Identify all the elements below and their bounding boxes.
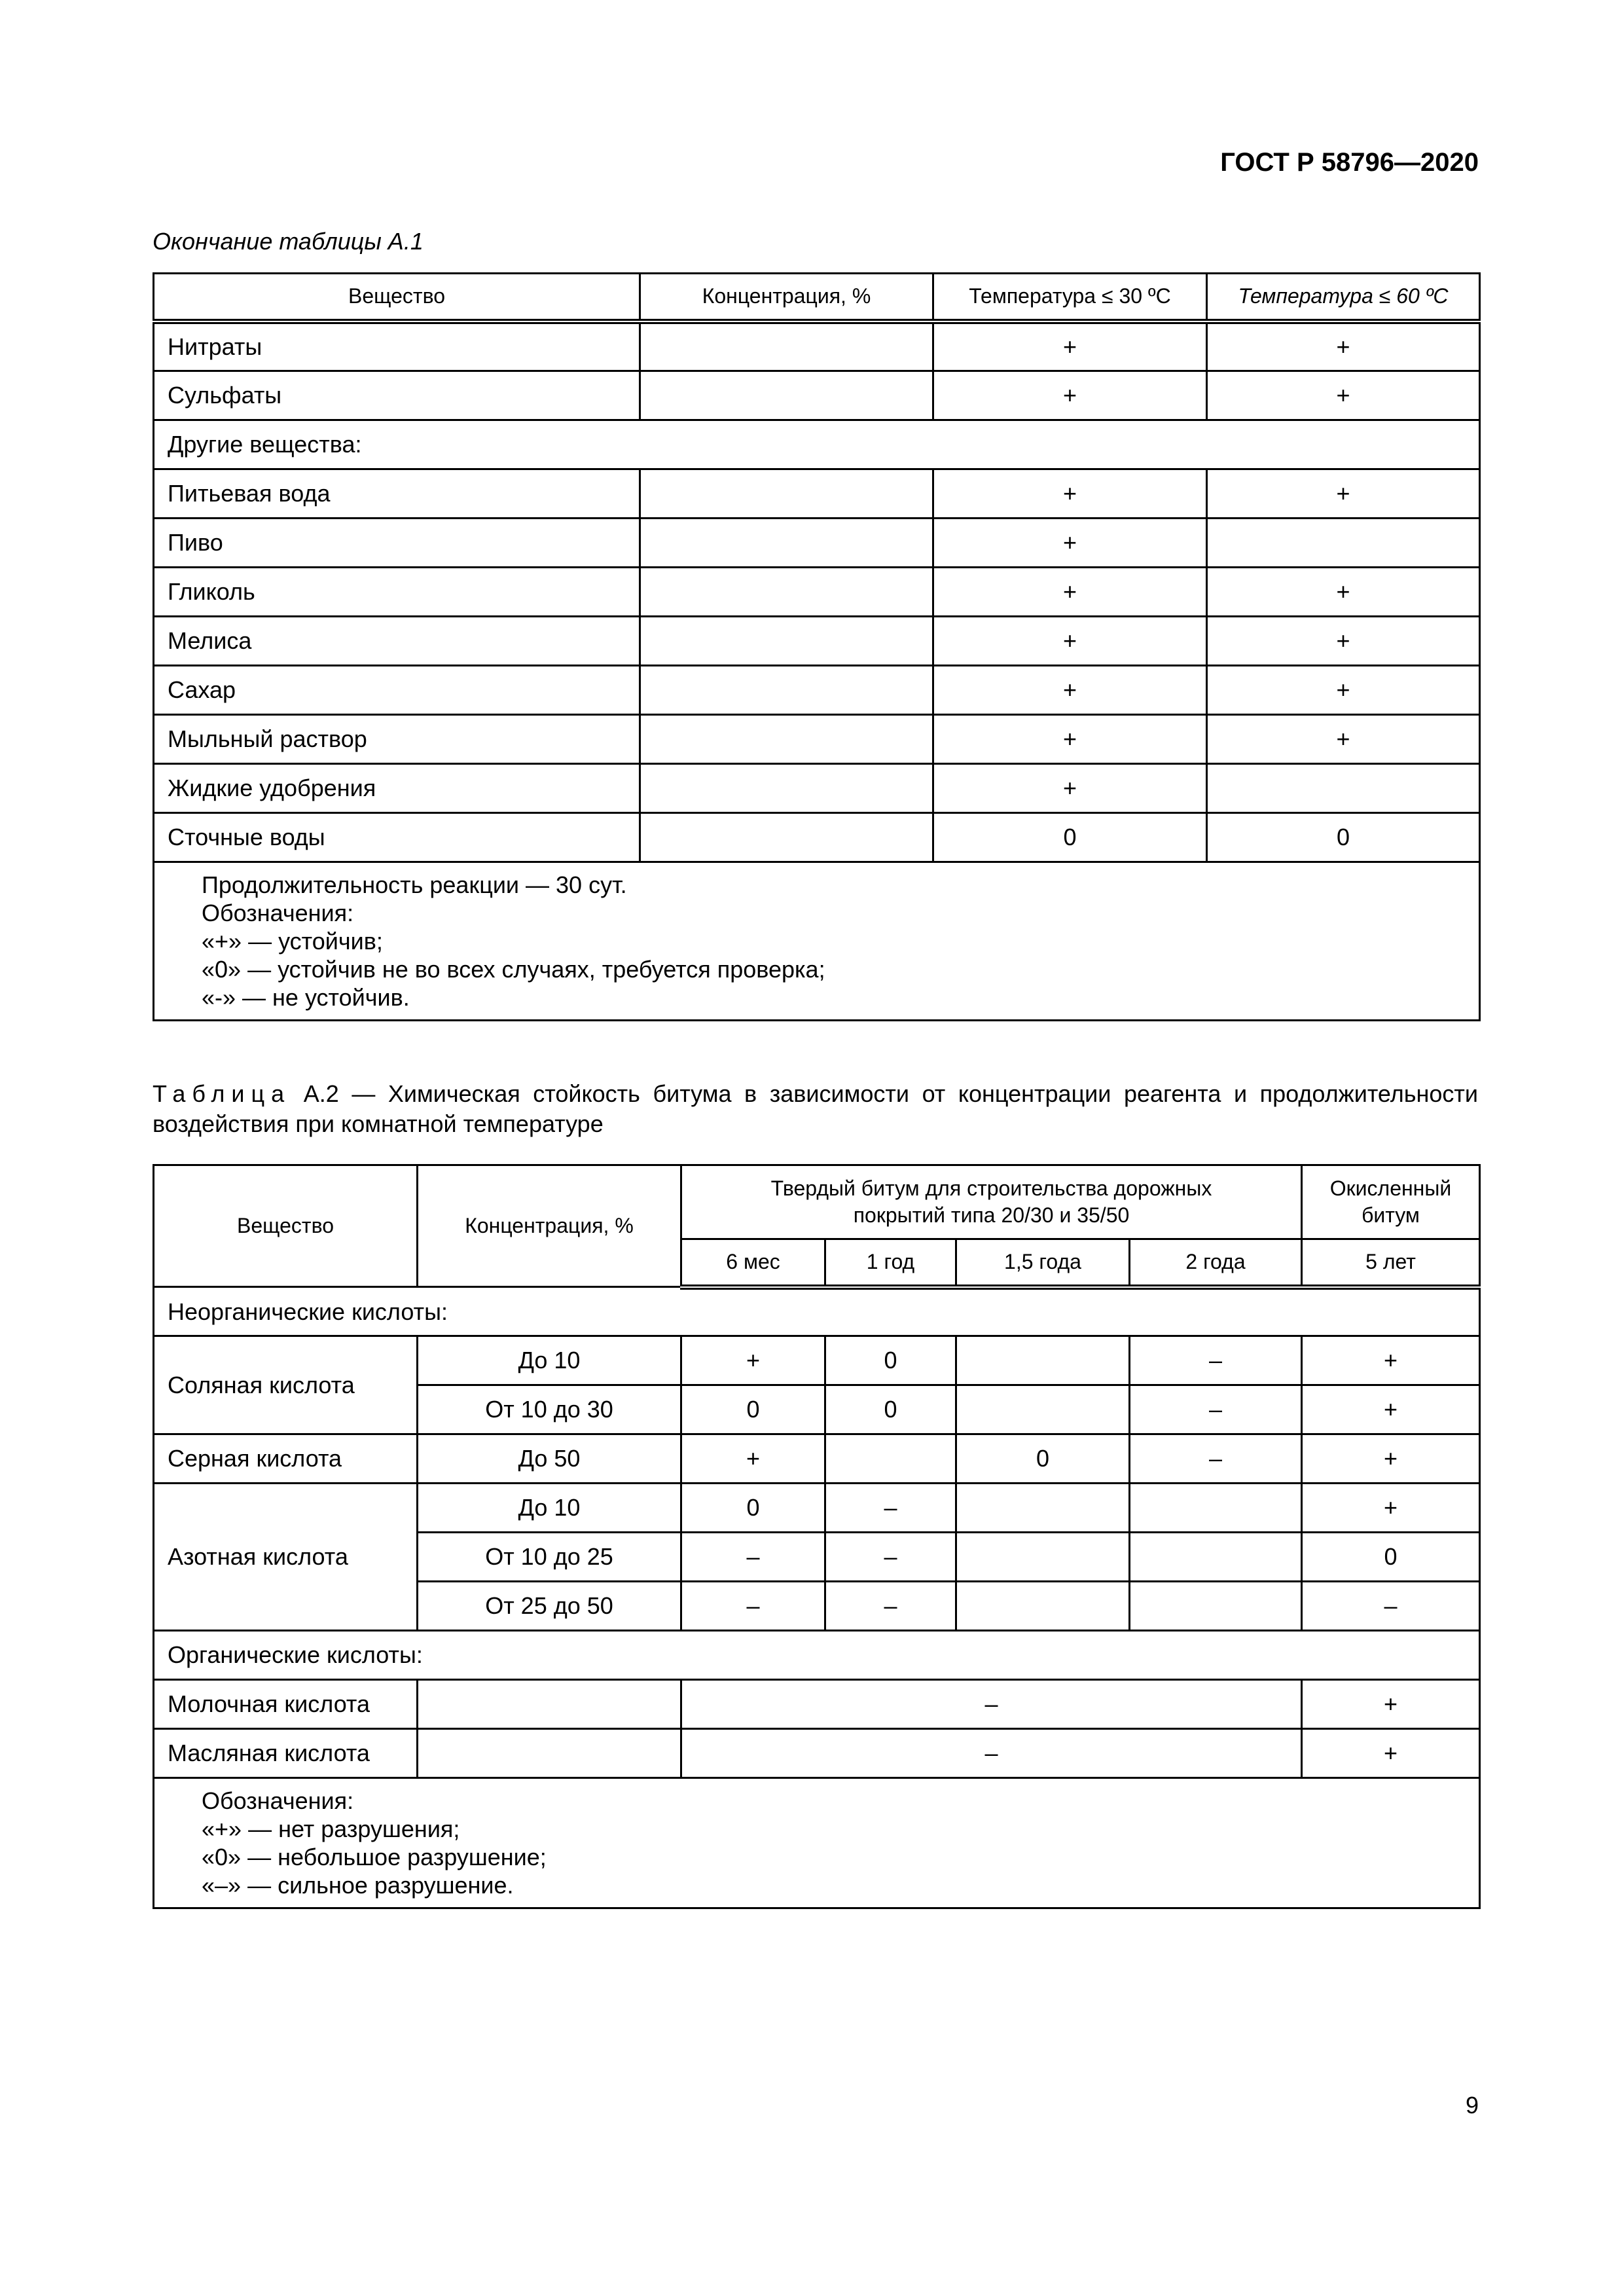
- note-line: Обозначения:: [202, 900, 354, 926]
- concentration-cell: От 25 до 50: [418, 1582, 681, 1631]
- page-number: 9: [1465, 2092, 1479, 2119]
- temp60-cell: +: [1207, 371, 1480, 420]
- table2-col-oxidized-bitumen: Окисленный битум: [1302, 1165, 1480, 1239]
- value-cell: –: [1130, 1336, 1302, 1385]
- value-cell: –: [681, 1680, 1302, 1729]
- concentration-cell: [640, 371, 933, 420]
- table1-notes: [154, 862, 1480, 1021]
- table2-notes: [154, 1778, 1480, 1908]
- note-line: «-» — не устойчив.: [202, 984, 410, 1011]
- temp30-cell: +: [933, 321, 1207, 371]
- document-code: ГОСТ Р 58796—2020: [1220, 148, 1479, 177]
- concentration-cell: От 10 до 30: [418, 1385, 681, 1434]
- table2-col-hard-bitumen: Твердый битум для строительства дорожных покрытий типа 20/30 и 35/50: [681, 1165, 1302, 1239]
- temp60-cell: +: [1207, 321, 1480, 371]
- subcol-5-years: 5 лет: [1302, 1239, 1480, 1287]
- value-cell: 0: [681, 1484, 825, 1533]
- table2-caption-text: А.2 — Химическая стойкость битума в зависимости от концентрации реагента и продолжительности воздействия при комнатной температуре: [153, 1080, 1478, 1137]
- substance-cell: Нитраты: [154, 321, 640, 371]
- value-cell: [956, 1582, 1130, 1631]
- subcol-2-years: 2 года: [1130, 1239, 1302, 1287]
- subcol-1-5-years: 1,5 года: [956, 1239, 1130, 1287]
- value-cell: +: [681, 1336, 825, 1385]
- value-cell: +: [1302, 1729, 1480, 1778]
- note-line: Продолжительность реакции — 30 сут.: [202, 871, 627, 898]
- table-a2: [153, 1164, 1481, 1909]
- table2-caption-label: Таблица: [153, 1080, 291, 1107]
- table1-header-row: [154, 274, 1480, 321]
- value-cell: +: [1302, 1680, 1480, 1729]
- concentration-cell: [640, 519, 933, 568]
- value-cell: 0: [825, 1336, 956, 1385]
- table-row: [154, 371, 1480, 420]
- substance-cell: Мелиса: [154, 617, 640, 666]
- substance-cell: Молочная кислота: [154, 1680, 418, 1729]
- value-cell: [956, 1385, 1130, 1434]
- concentration-cell: До 10: [418, 1336, 681, 1385]
- temp60-cell: +: [1207, 715, 1480, 764]
- concentration-cell: [640, 813, 933, 862]
- concentration-cell: [640, 617, 933, 666]
- section-row: [154, 1631, 1480, 1680]
- substance-cell: Питьевая вода: [154, 469, 640, 519]
- value-cell: –: [1302, 1582, 1480, 1631]
- subcol-1-year: 1 год: [825, 1239, 956, 1287]
- concentration-cell: [640, 469, 933, 519]
- section-row: [154, 1287, 1480, 1336]
- table-row: [154, 1336, 1480, 1385]
- value-cell: 0: [1302, 1533, 1480, 1582]
- temp60-cell: +: [1207, 469, 1480, 519]
- substance-cell: Азотная кислота: [154, 1484, 418, 1631]
- concentration-cell: [640, 715, 933, 764]
- concentration-cell: [640, 666, 933, 715]
- note-line: «+» — нет разрушения;: [202, 1815, 460, 1842]
- table1-continuation-label: Окончание таблицы А.1: [153, 228, 424, 255]
- value-cell: [1130, 1484, 1302, 1533]
- table-row: [154, 568, 1480, 617]
- temp30-cell: 0: [933, 813, 1207, 862]
- substance-cell: Пиво: [154, 519, 640, 568]
- temp30-cell: +: [933, 469, 1207, 519]
- table-row: [154, 321, 1480, 371]
- substance-cell: Серная кислота: [154, 1434, 418, 1484]
- section-inorganic-acids: Неорганические кислоты:: [154, 1287, 1480, 1336]
- substance-cell: Жидкие удобрения: [154, 764, 640, 813]
- value-cell: –: [1130, 1434, 1302, 1484]
- temp30-cell: +: [933, 568, 1207, 617]
- note-line: «+» — устойчив;: [202, 928, 383, 955]
- table2-col-concentration: Концентрация, %: [418, 1165, 681, 1287]
- note-line: Обозначения:: [202, 1787, 354, 1814]
- concentration-cell: До 10: [418, 1484, 681, 1533]
- concentration-cell: От 10 до 25: [418, 1533, 681, 1582]
- table-row: [154, 469, 1480, 519]
- temp30-cell: +: [933, 715, 1207, 764]
- concentration-cell: [640, 321, 933, 371]
- temp60-cell: +: [1207, 617, 1480, 666]
- substance-cell: Масляная кислота: [154, 1729, 418, 1778]
- table-row: [154, 813, 1480, 862]
- temp30-cell: +: [933, 617, 1207, 666]
- table1-col-temp60: Температура ≤ 60 ºС: [1207, 274, 1480, 321]
- table-row: [154, 1729, 1480, 1778]
- table-row: [154, 519, 1480, 568]
- concentration-cell: [640, 568, 933, 617]
- table-row: [154, 764, 1480, 813]
- temp30-cell: +: [933, 519, 1207, 568]
- value-cell: 0: [681, 1385, 825, 1434]
- value-cell: –: [1130, 1385, 1302, 1434]
- value-cell: +: [1302, 1336, 1480, 1385]
- table-row: [154, 617, 1480, 666]
- value-cell: –: [681, 1533, 825, 1582]
- subcol-6-months: 6 мес: [681, 1239, 825, 1287]
- substance-cell: Мыльный раствор: [154, 715, 640, 764]
- temp60-cell: +: [1207, 568, 1480, 617]
- notes-row: [154, 862, 1480, 1021]
- concentration-cell: [418, 1680, 681, 1729]
- notes-row: [154, 1778, 1480, 1908]
- temp30-cell: +: [933, 764, 1207, 813]
- table-row: [154, 1680, 1480, 1729]
- value-cell: [956, 1484, 1130, 1533]
- value-cell: +: [1302, 1434, 1480, 1484]
- table-row: [154, 666, 1480, 715]
- temp60-cell: +: [1207, 666, 1480, 715]
- section-row: [154, 420, 1480, 469]
- section-organic-acids: Органические кислоты:: [154, 1631, 1480, 1680]
- value-cell: –: [825, 1484, 956, 1533]
- value-cell: [1130, 1533, 1302, 1582]
- value-cell: +: [681, 1434, 825, 1484]
- table1-col-temp30: Температура ≤ 30 ºС: [933, 274, 1207, 321]
- value-cell: [956, 1533, 1130, 1582]
- substance-cell: Сульфаты: [154, 371, 640, 420]
- concentration-cell: До 50: [418, 1434, 681, 1484]
- temp60-cell: [1207, 764, 1480, 813]
- value-cell: –: [825, 1533, 956, 1582]
- table-row: [154, 1484, 1480, 1533]
- note-line: «–» — сильное разрушение.: [202, 1872, 514, 1899]
- value-cell: –: [681, 1729, 1302, 1778]
- temp60-cell: [1207, 519, 1480, 568]
- table2-col-substance: Вещество: [154, 1165, 418, 1287]
- table1-col-substance: Вещество: [154, 274, 640, 321]
- substance-cell: Гликоль: [154, 568, 640, 617]
- note-line: «0» — устойчив не во всех случаях, требуется проверка;: [202, 956, 825, 983]
- table1-col-concentration: Концентрация, %: [640, 274, 933, 321]
- temp60-cell: 0: [1207, 813, 1480, 862]
- concentration-cell: [640, 764, 933, 813]
- value-cell: –: [681, 1582, 825, 1631]
- value-cell: +: [1302, 1385, 1480, 1434]
- table2-caption: [153, 1079, 1478, 1139]
- concentration-cell: [418, 1729, 681, 1778]
- table-row: [154, 1434, 1480, 1484]
- table-row: [154, 715, 1480, 764]
- section-other-substances: Другие вещества:: [154, 420, 1480, 469]
- value-cell: +: [1302, 1484, 1480, 1533]
- substance-cell: Сахар: [154, 666, 640, 715]
- value-cell: [1130, 1582, 1302, 1631]
- value-cell: [956, 1336, 1130, 1385]
- table2-header-row: [154, 1165, 1480, 1239]
- value-cell: 0: [956, 1434, 1130, 1484]
- temp30-cell: +: [933, 666, 1207, 715]
- temp30-cell: +: [933, 371, 1207, 420]
- value-cell: [825, 1434, 956, 1484]
- note-line: «0» — небольшое разрушение;: [202, 1844, 547, 1870]
- value-cell: 0: [825, 1385, 956, 1434]
- substance-cell: Соляная кислота: [154, 1336, 418, 1434]
- value-cell: –: [825, 1582, 956, 1631]
- table-a1: [153, 272, 1481, 1021]
- substance-cell: Сточные воды: [154, 813, 640, 862]
